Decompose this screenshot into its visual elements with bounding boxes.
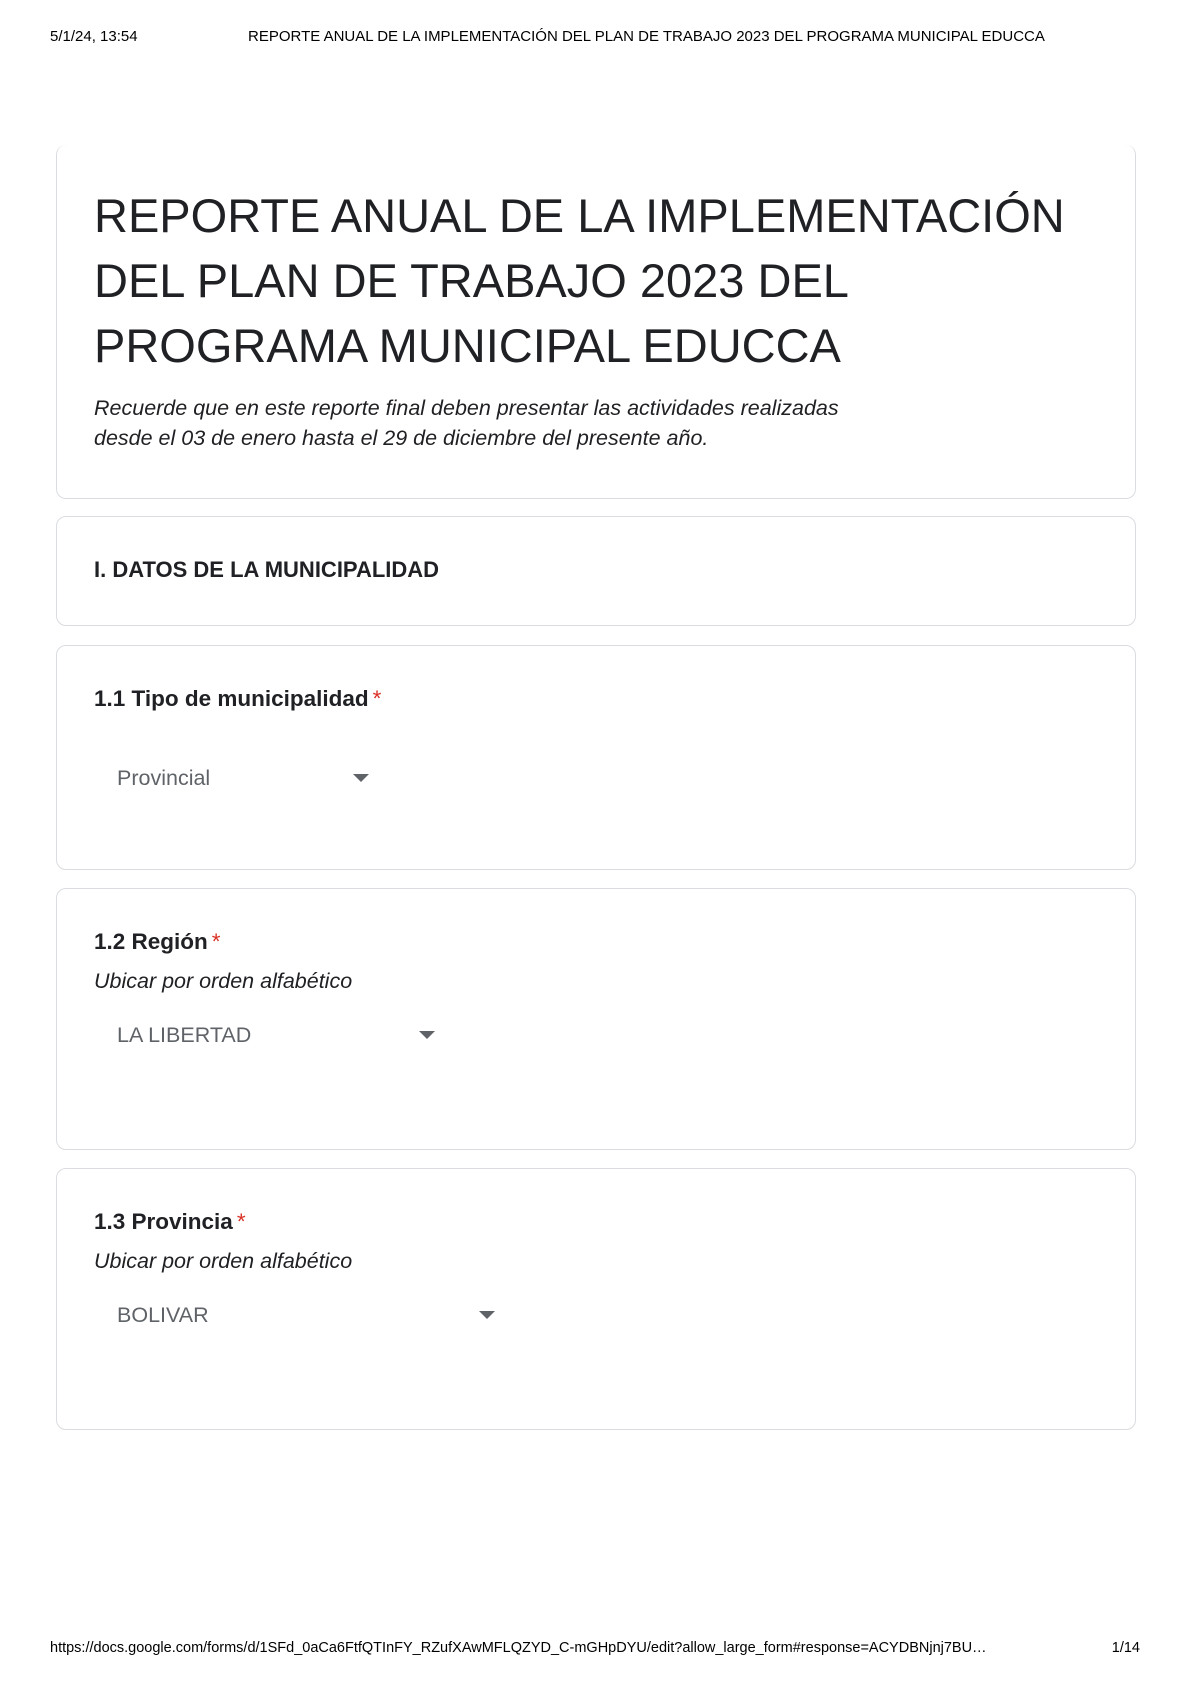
page-number: 1/14 bbox=[1111, 1640, 1140, 1656]
question-help-text: Ubicar por orden alfabético bbox=[94, 969, 353, 993]
form-description-line-2: desde el 03 de enero hasta el 29 de diciembre del presente año. bbox=[94, 426, 709, 450]
question-label-text: 1.3 Provincia bbox=[94, 1209, 233, 1234]
form-description bbox=[94, 393, 874, 453]
dropdown-selected-value: LA LIBERTAD bbox=[117, 1022, 252, 1047]
print-footer bbox=[50, 1640, 1140, 1664]
question-card-tipo-municipalidad bbox=[56, 645, 1136, 870]
question-card-region bbox=[56, 888, 1136, 1150]
caret-down-icon bbox=[419, 1031, 435, 1039]
question-card-provincia bbox=[56, 1168, 1136, 1430]
print-datetime: 5/1/24, 13:54 bbox=[50, 28, 138, 45]
question-label bbox=[94, 929, 221, 955]
region-dropdown[interactable] bbox=[117, 1015, 439, 1055]
section-title: I. DATOS DE LA MUNICIPALIDAD bbox=[94, 557, 440, 582]
question-label bbox=[94, 686, 381, 712]
question-help-text: Ubicar por orden alfabético bbox=[94, 1249, 353, 1273]
dropdown-selected-value: Provincial bbox=[117, 765, 211, 790]
form-title: REPORTE ANUAL DE LA IMPLEMENTACIÓN DEL PLAN DE TRABAJO 2023 DEL PROGRAMA MUNICIPAL EDUCCA bbox=[94, 189, 1065, 372]
required-asterisk: * bbox=[211, 929, 221, 954]
dropdown-selected-value: BOLIVAR bbox=[117, 1302, 209, 1327]
question-label-text: 1.1 Tipo de municipalidad bbox=[94, 686, 369, 711]
required-asterisk: * bbox=[372, 686, 382, 711]
question-label bbox=[94, 1209, 246, 1235]
print-url: https://docs.google.com/forms/d/1SFd_0aCa6FtfQTInFY_RZufXAwMFLQZYD_C-mGHpDYU/edit?allow_large_form#response=ACYDBNjnj7BU… bbox=[50, 1640, 987, 1656]
question-label-text: 1.2 Región bbox=[94, 929, 208, 954]
tipo-municipalidad-dropdown[interactable] bbox=[117, 758, 373, 798]
required-asterisk: * bbox=[236, 1209, 246, 1234]
form-header-card bbox=[56, 145, 1136, 499]
caret-down-icon bbox=[353, 774, 369, 782]
provincia-dropdown[interactable] bbox=[117, 1295, 499, 1335]
form-description-line-1: Recuerde que en este reporte final deben presentar las actividades realizadas bbox=[94, 396, 839, 420]
caret-down-icon bbox=[479, 1311, 495, 1319]
print-header bbox=[50, 28, 1140, 52]
print-document-title: REPORTE ANUAL DE LA IMPLEMENTACIÓN DEL PLAN DE TRABAJO 2023 DEL PROGRAMA MUNICIPAL EDUCCA bbox=[248, 28, 1045, 45]
section-header-card bbox=[56, 516, 1136, 626]
